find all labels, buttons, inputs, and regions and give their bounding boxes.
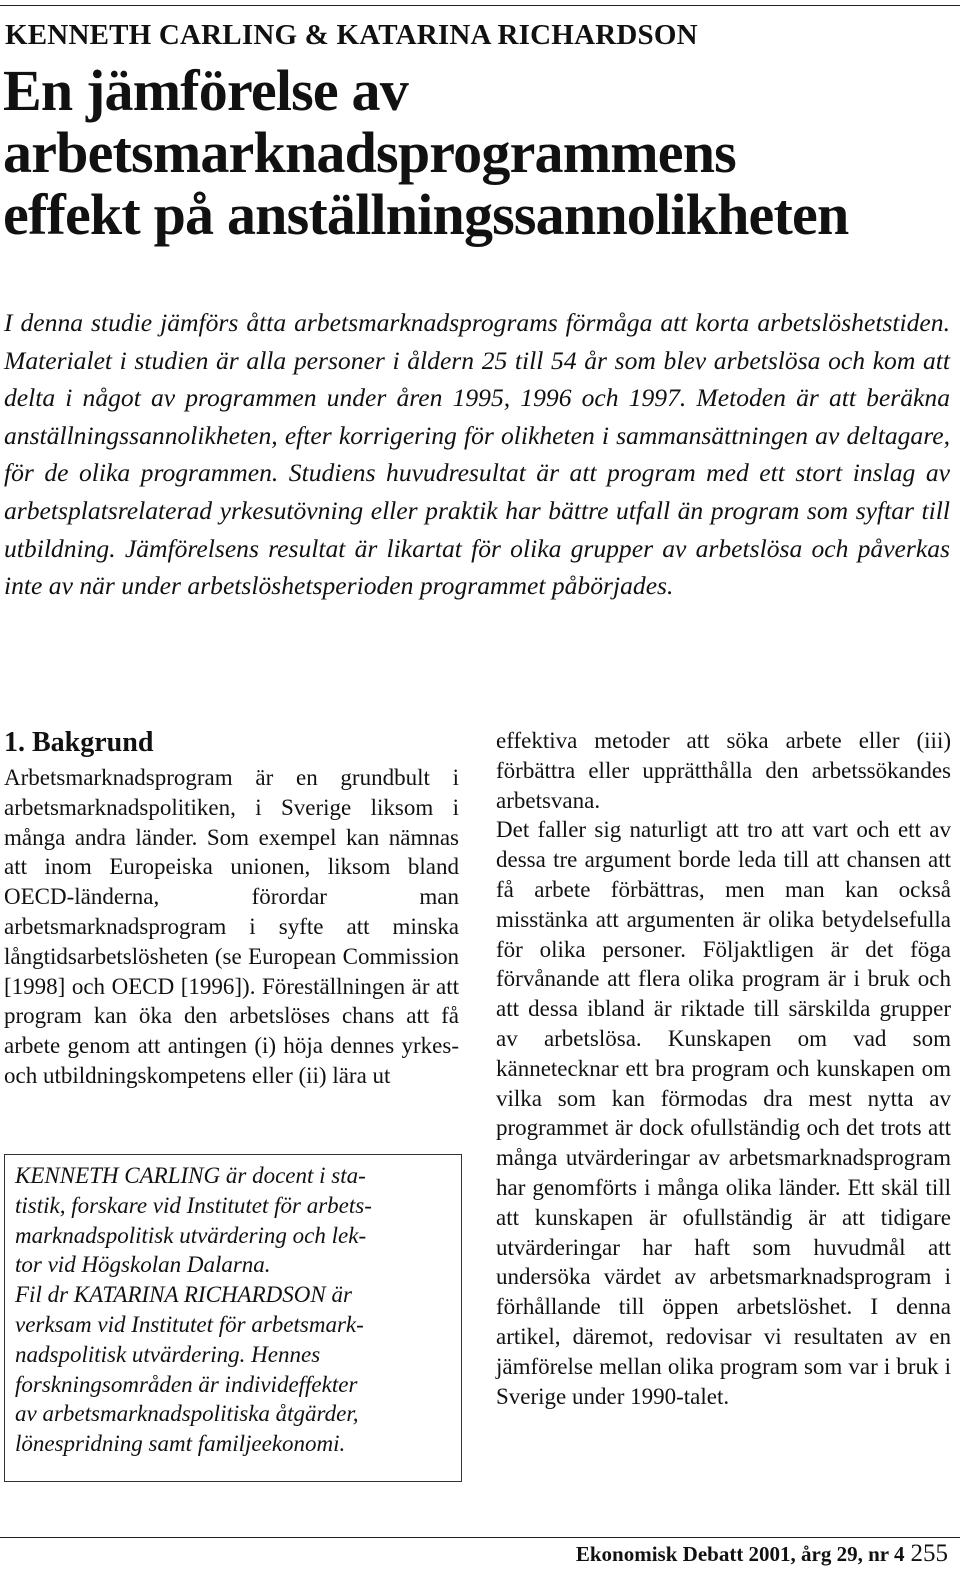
bio-line: nadspolitisk utvärdering. Hennes: [15, 1341, 321, 1367]
article-title: [3, 60, 953, 246]
right-paragraph-1: effektiva metoder att söka arbete eller (iii) förbättra eller upprätthålla den arbetssökandes arbetsvana.: [496, 728, 951, 813]
bio-line: tistik, forskare vid Institutet för arbets-: [15, 1192, 372, 1218]
left-paragraph: Arbetsmarknadsprogram är en grundbult i arbetsmarknadspolitiken, i Sverige liksom i många andra länder. Som exempel kan nämnas att inom Europeiska unionen, liksom bland OECD-länderna, förordar man arbetsmarknadsprogram i syfte att minska långtidsarbetslösheten (se European Commission [1998] och OECD [1996]). Föreställningen är att program kan öka den arbetslöses chans att få arbete genom att antingen (i) höja dennes yrkes- och utbildningskompetens eller (ii) lära ut: [4, 765, 459, 1088]
page-number: 255: [910, 1540, 948, 1567]
bio-line: marknadspolitisk utvärdering och lek-: [15, 1222, 367, 1248]
abstract: I denna studie jämförs åtta arbetsmarknadsprograms förmåga att korta arbetslöshetstiden. Materialet i studien är alla personer i åldern 25 till 54 år som blev arbetslösa och kom att delta i något av programmen under åren 1995, 1996 och 1997. Metoden är att beräkna anställningssannolikheten, efter korrigering för olikheten i sammansättningen av deltagare, för de olika programmen. Studiens huvudresultat är att program med ett stort inslag av arbetsplatsrelaterad yrkesutövning eller praktik har bättre utfall än program som syftar till utbildning. Jämförelsens resultat är likartat för olika grupper av arbetslösa och påverkas inte av när under arbetslöshetsperioden programmet påbörjades.: [4, 308, 950, 601]
title-line: arbetsmarknadsprogrammens: [3, 120, 736, 185]
bio-line: tor vid Högskolan Dalarna.: [15, 1252, 271, 1278]
right-paragraph-2: Det faller sig naturligt att tro att vart och ett av dessa tre argument borde leda till att chansen att få arbete förbättras, men man kan också misstänka att argumenten är olika betydelsefulla för olika personer. Följaktligen är det föga förvånande att flera olika program är i bruk och att dessa ibland är riktade till särskilda grupper av arbetslösa. Kunskapen om vad som kännetecknar ett bra program och kunskapen om vilka som kan förmodas dra mest nytta av programmet är dock ofullständig och det trots att många utvärderingar av arbetsmarknadsprogram har genomförts i många olika länder. Ett skäl till att kunskapen är ofullständig är att tidigare utvärderingar har haft som huvudmål att undersöka värdet av arbetsmarknadsprogram i förhållande till öppen arbetslöshet. I denna artikel, däremot, redovisar vi resultaten av en jämförelse mellan olika program som var i bruk i Sverige under 1990-talet.: [496, 817, 951, 1409]
title-line: En jämförelse av: [3, 58, 408, 123]
bio-line: lönespridning samt familjeekonomi.: [15, 1431, 346, 1457]
bottom-rule: [0, 1537, 960, 1538]
section-heading: 1. Bakgrund: [4, 727, 154, 758]
page-footer: [576, 1540, 948, 1568]
bio-line: Fil dr KATARINA RICHARDSON är: [15, 1282, 352, 1308]
left-column: [4, 726, 459, 1091]
bio-line: KENNETH CARLING är docent i sta-: [15, 1163, 366, 1188]
author-bio-box: [4, 1154, 462, 1482]
article-authors: KENNETH CARLING & KATARINA RICHARDSON: [5, 19, 698, 51]
bio-line: verksam vid Institutet för arbetsmark-: [15, 1311, 364, 1337]
bio-line: forskningsområden är individeffekter: [15, 1371, 358, 1397]
top-rule: [0, 5, 960, 6]
right-column: [496, 726, 951, 1411]
journal-citation: Ekonomisk Debatt 2001, årg 29, nr 4: [575, 1542, 905, 1566]
title-line: effekt på anställningssannolikheten: [3, 182, 849, 247]
bio-line: av arbetsmarknadspolitiska åtgärder,: [15, 1401, 359, 1427]
